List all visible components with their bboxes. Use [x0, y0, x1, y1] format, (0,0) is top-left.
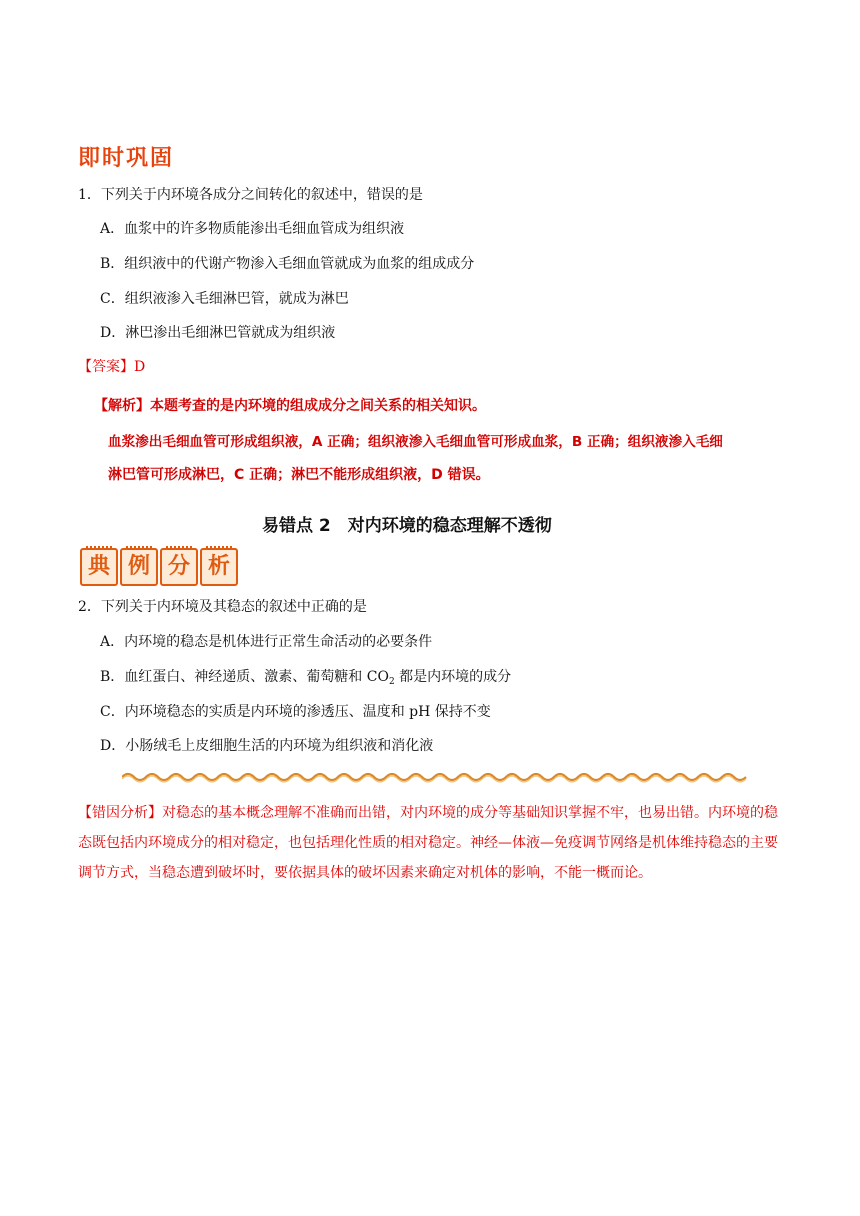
q1-analysis-line1: 【解析】本题考查的是内环境的组成成分之间关系的相关知识。 — [94, 398, 486, 414]
q2-error-analysis: 【错因分析】对稳态的基本概念理解不准确而出错，对内环境的成分等基础知识掌握不牢，也易出错。内环境的稳态既包括内环境成分的相对稳定，也包括理化性质的相对稳定。神经—体液—免疫调节网络是机体维持稳态的主要调节方式，当稳态遭到破坏时，要依据具体的破坏因素来确定对机体的影响，不能一概而论。 — [78, 805, 778, 881]
stamp-li-icon: 例 — [120, 548, 158, 586]
q2-option-d: D．小肠绒毛上皮细胞生活的内环境为组织液和消化液 — [100, 738, 434, 754]
stamp-dian-icon: 典 — [80, 548, 118, 586]
q2-option-a: A．内环境的稳态是机体进行正常生命活动的必要条件 — [100, 634, 433, 650]
q2-option-c: C．内环境稳态的实质是内环境的渗透压、温度和 pH 保持不变 — [100, 704, 491, 720]
section-title-error-point-2: 易错点 2 对内环境的稳态理解不透彻 — [262, 516, 552, 536]
wavy-divider-icon — [122, 770, 750, 784]
q1-option-c: C．组织液渗入毛细淋巴管，就成为淋巴 — [100, 291, 349, 307]
question-2: 2．下列关于内环境及其稳态的叙述中正确的是 — [78, 599, 367, 615]
stamp-xi-icon: 析 — [200, 548, 238, 586]
q1-option-a: A．血浆中的许多物质能渗出毛细血管成为组织液 — [100, 221, 405, 237]
q2-option-b — [100, 668, 511, 691]
section-heading-instant-review: 即时巩固 — [78, 146, 175, 171]
q2-option-b-text-end: 都是内环境的成分 — [394, 669, 512, 685]
q2-option-b-subscript: 2 — [388, 677, 395, 687]
q1-analysis-line3: 淋巴管可形成淋巴，C 正确；淋巴不能形成组织液，D 错误。 — [108, 467, 490, 483]
stamp-fen-icon: 分 — [160, 548, 198, 586]
q1-option-b: B．组织液中的代谢产物渗入毛细血管就成为血浆的组成成分 — [100, 256, 475, 272]
q1-answer: 【答案】D — [78, 359, 146, 375]
q2-option-b-text: B．血红蛋白、神经递质、激素、葡萄糖和 CO — [100, 669, 389, 685]
q1-analysis-line2: 血浆渗出毛细血管可形成组织液，A 正确；组织液渗入毛细血管可形成血浆，B 正确；组织液渗入毛细 — [108, 434, 723, 450]
q1-option-d: D．淋巴渗出毛细淋巴管就成为组织液 — [100, 325, 336, 341]
question-1: 1．下列关于内环境各成分之间转化的叙述中，错误的是 — [78, 187, 423, 203]
